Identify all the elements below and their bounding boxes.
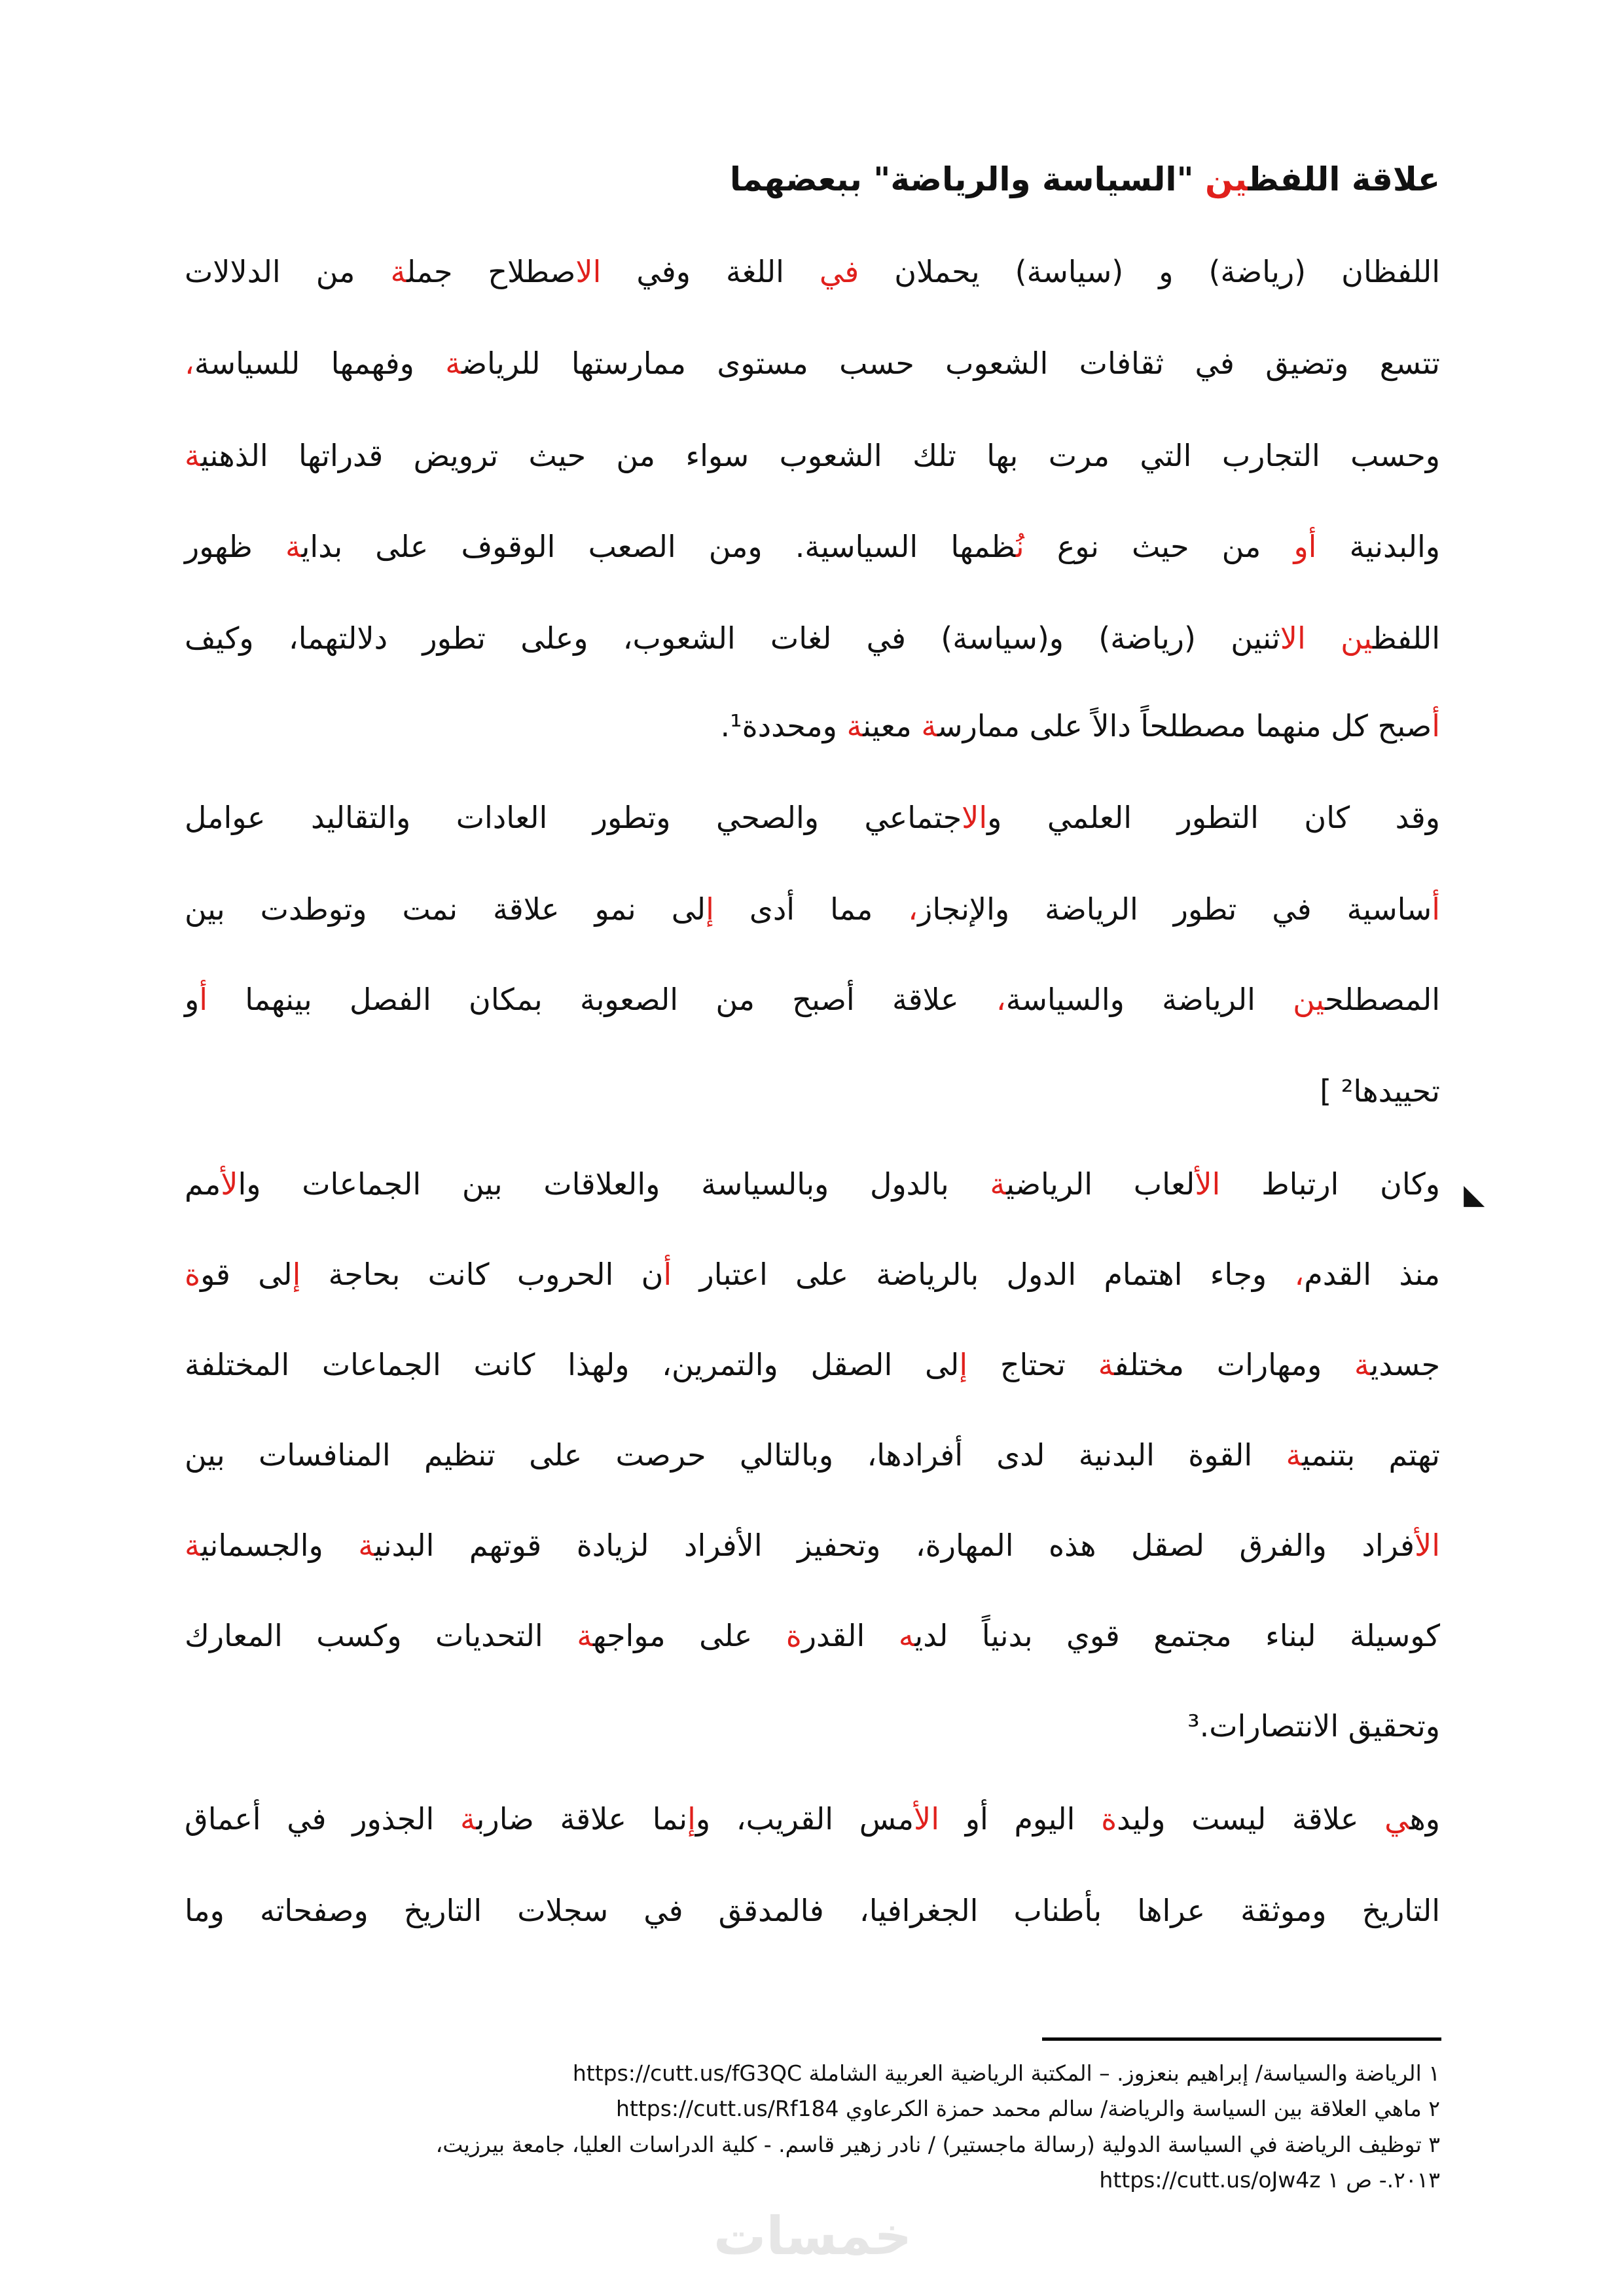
text-line — [185, 254, 1440, 289]
highlighted-text: ، — [996, 982, 1006, 1017]
text-segment: وقد كان التطور العلمي و — [987, 800, 1440, 835]
text-line — [185, 1166, 1440, 1202]
footnote — [573, 2060, 1440, 2086]
text-line — [185, 708, 1440, 744]
text-segment: وتحقيق الانتصارات.³ — [1187, 1708, 1440, 1744]
highlighted-text: ه — [898, 1618, 915, 1653]
footnote-link[interactable]: https://cutt.us/fG3QC — [572, 2060, 803, 2086]
footnote-text: ٢ ماهي العلاقة بين السياسة والرياضة/ سالم محمد حمزة الكرعاوي — [845, 2096, 1440, 2121]
text-segment: اللفظ — [1372, 620, 1440, 656]
footnote-text: ١ الرياضة والسياسة/ إبراهيم بنعزوز. – المكتبة الرياضية العربية الشاملة — [808, 2060, 1440, 2086]
text-line — [185, 438, 1440, 473]
highlighted-text: ة — [1101, 1801, 1117, 1837]
text-line — [185, 1347, 1440, 1382]
text-segment: ومحددة¹. — [720, 708, 847, 744]
text-segment: المصطلح — [1325, 982, 1440, 1017]
text-segment: جسدي — [1370, 1347, 1440, 1382]
text-line — [185, 1257, 1440, 1292]
highlighted-text: ة — [1098, 1347, 1115, 1382]
highlighted-text: ة — [445, 346, 461, 381]
text-segment: تحتاج — [967, 1347, 1098, 1382]
text-segment: من حيث نوع — [1024, 529, 1294, 564]
highlighted-text: ة — [921, 708, 938, 744]
text-segment: الجذور في أعماق — [185, 1801, 460, 1837]
highlighted-text: ة — [846, 708, 863, 744]
text-segment: منذ القدم — [1304, 1257, 1440, 1292]
bullet-arrow-icon: ◣ — [1464, 1178, 1485, 1210]
highlighted-text: ة — [390, 254, 407, 289]
text-segment: مس القريب، و — [695, 1801, 914, 1837]
title-segment: ين — [1204, 160, 1248, 198]
highlighted-text: ين — [1293, 982, 1326, 1017]
text-segment: جتماعي والصحي وتطور العادات والتقاليد عوامل — [185, 800, 962, 835]
text-segment: وحسب التجارب التي مرت بها تلك الشعوب سواء من حيث ترويض قدراتها الذهني — [200, 438, 1440, 473]
text-segment: مم — [185, 1166, 221, 1202]
highlighted-text: الأ — [914, 1801, 940, 1837]
highlighted-text: إ — [292, 1257, 301, 1292]
text-segment: الرياضة والسياسة — [1005, 982, 1293, 1017]
highlighted-text: لأ — [221, 1166, 238, 1202]
highlighted-text: إ — [687, 1801, 696, 1837]
text-line — [185, 1618, 1440, 1653]
text-segment: تتسع وتضيق في ثقافات الشعوب حسب مستوى ممارستها للرياض — [461, 346, 1440, 381]
highlighted-text: ة — [1286, 1437, 1303, 1473]
text-segment: ظهور — [185, 529, 285, 564]
text-segment: كوسيلة لبناء مجتمع قوي بدنياً لدي — [914, 1618, 1440, 1653]
text-line — [185, 529, 1440, 564]
highlighted-text: ة — [460, 1801, 477, 1837]
text-segment: والجسماني — [200, 1528, 359, 1563]
highlighted-text: ة — [1354, 1347, 1371, 1382]
highlighted-text: الأ — [1414, 1528, 1440, 1563]
text-segment: اللغة وفي — [601, 254, 820, 289]
text-segment: بالدول وبالسياسة والعلاقات بين الجماعات وا — [238, 1166, 990, 1202]
highlighted-text: أ — [199, 982, 208, 1017]
text-segment: وجاء اهتمام الدول بالرياضة على اعتبار — [672, 1257, 1295, 1292]
title-segment: "السياسة والرياضة" ببعضهما — [729, 160, 1205, 198]
text-segment: من الدلالات — [185, 254, 391, 289]
text-segment: التحديات وكسب المعارك — [185, 1618, 577, 1653]
highlighted-text: أ — [1432, 891, 1441, 927]
text-segment — [1306, 620, 1341, 656]
title-segment: علاقة اللفظ — [1248, 160, 1440, 198]
text-segment: لى قو — [200, 1257, 293, 1292]
text-line — [185, 1708, 1440, 1744]
text-segment: التاريخ وموثقة عراها بأطناب الجغرافيا، فالمدقق في سجلات التاريخ وصفحاته وما — [185, 1893, 1440, 1928]
text-segment: تهتم بتنمي — [1302, 1437, 1440, 1473]
text-segment: ساسية في تطور الرياضة والإنجاز — [918, 891, 1432, 927]
text-line — [185, 800, 1440, 835]
footnote — [436, 2132, 1440, 2157]
text-segment: وه — [1409, 1801, 1440, 1837]
highlighted-text: الأ — [1195, 1166, 1221, 1202]
highlighted-text: ة — [185, 1257, 201, 1292]
text-segment: ن الحروب كانت بحاجة — [300, 1257, 664, 1292]
text-segment: لى نمو علاقة نمت وتوطدت بين — [185, 891, 706, 927]
highlighted-text: ة — [285, 529, 302, 564]
text-segment: وكان ارتباط — [1220, 1166, 1440, 1202]
text-segment: لعاب الرياضي — [1006, 1166, 1195, 1202]
text-segment: علاقة أصبح من الصعوبة بمكان الفصل بينهما — [208, 982, 996, 1017]
text-segment: اليوم أو — [939, 1801, 1102, 1837]
text-segment: والبدنية — [1316, 529, 1440, 564]
highlighted-text: نُ — [1015, 529, 1024, 564]
highlighted-text: أو — [1293, 529, 1317, 564]
highlighted-text: أ — [1432, 708, 1440, 744]
text-line — [185, 1801, 1440, 1837]
highlighted-text: الا — [962, 800, 988, 835]
text-segment: على مواجه — [592, 1618, 786, 1653]
footnote-text: ٣ توظيف الرياضة في السياسة الدولية (رسالة ماجستير) / نادر زهير قاسم. - كلية الدراسات العليا، جامعة بيرزيت، — [435, 2132, 1440, 2157]
footnote-separator — [1042, 2037, 1441, 2041]
footnote-text: ٢٠١٣.- ص ١ — [1327, 2167, 1440, 2193]
highlighted-text: في — [819, 254, 859, 289]
text-segment: صطلاح جمل — [406, 254, 576, 289]
highlighted-text: ة — [358, 1528, 374, 1563]
text-segment: فراد والفرق لصقل هذه المهارة، وتحفيز الأفراد لزيادة قوتهم البدني — [374, 1528, 1415, 1563]
highlighted-text: ة — [990, 1166, 1007, 1202]
footnote — [1099, 2167, 1440, 2193]
text-line — [185, 1893, 1440, 1928]
text-line — [185, 1528, 1440, 1563]
section-title — [730, 160, 1440, 198]
text-line — [185, 1437, 1440, 1473]
text-segment: اللفظان (رياضة) و (سياسة) يحملان — [859, 254, 1440, 289]
text-segment: نما علاقة ضارب — [476, 1801, 688, 1837]
text-segment: علاقة ليست وليد — [1117, 1801, 1385, 1837]
highlighted-text: الا — [575, 254, 602, 289]
text-segment: تحييدها² ] — [1320, 1073, 1440, 1109]
highlighted-text: ، — [1294, 1257, 1305, 1292]
text-line — [185, 1073, 1440, 1109]
footnote — [616, 2096, 1440, 2121]
text-segment: لى الصقل والتمرين، ولهذا كانت الجماعات المختلفة — [185, 1347, 960, 1382]
text-segment: ومهارات مختلف — [1114, 1347, 1354, 1382]
highlighted-text: ي — [1384, 1801, 1410, 1837]
text-segment: و — [185, 982, 200, 1017]
text-segment: معين — [863, 708, 922, 744]
footnote-link[interactable]: https://cutt.us/oJw4z — [1099, 2167, 1321, 2193]
text-segment: القوة البدنية لدى أفرادها، وبالتالي حرصت على تنظيم المنافسات بين — [185, 1437, 1286, 1473]
highlighted-text: ة — [577, 1618, 593, 1653]
text-line — [185, 891, 1440, 927]
text-segment: صبح كل منهما مصطلحاً دالاً على ممارس — [937, 708, 1432, 744]
highlighted-text: إ — [959, 1347, 968, 1382]
text-segment: وفهمها للسياسة — [194, 346, 446, 381]
highlighted-text: ة — [785, 1618, 802, 1653]
highlighted-text: أ — [663, 1257, 672, 1292]
text-line — [185, 346, 1440, 381]
text-segment: القدر — [801, 1618, 899, 1653]
text-segment: مما أدى — [713, 891, 909, 927]
highlighted-text: الا — [1280, 620, 1306, 656]
footnote-link[interactable]: https://cutt.us/Rf184 — [615, 2096, 839, 2121]
highlighted-text: ، — [908, 891, 918, 927]
text-line — [185, 620, 1440, 656]
text-segment: ثنين (رياضة) و(سياسة) في لغات الشعوب، وعلى تطور دلالتهما، وكيف — [185, 620, 1280, 656]
text-segment: ظمها السياسية. ومن الصعب الوقوف على بداي — [301, 529, 1016, 564]
text-line — [185, 982, 1440, 1017]
highlighted-text: ، — [185, 346, 194, 381]
highlighted-text: ة — [185, 438, 201, 473]
highlighted-text: ين — [1341, 620, 1373, 656]
watermark-logo: خمسات — [713, 2206, 912, 2267]
highlighted-text: ة — [185, 1528, 201, 1563]
highlighted-text: إ — [706, 891, 714, 927]
